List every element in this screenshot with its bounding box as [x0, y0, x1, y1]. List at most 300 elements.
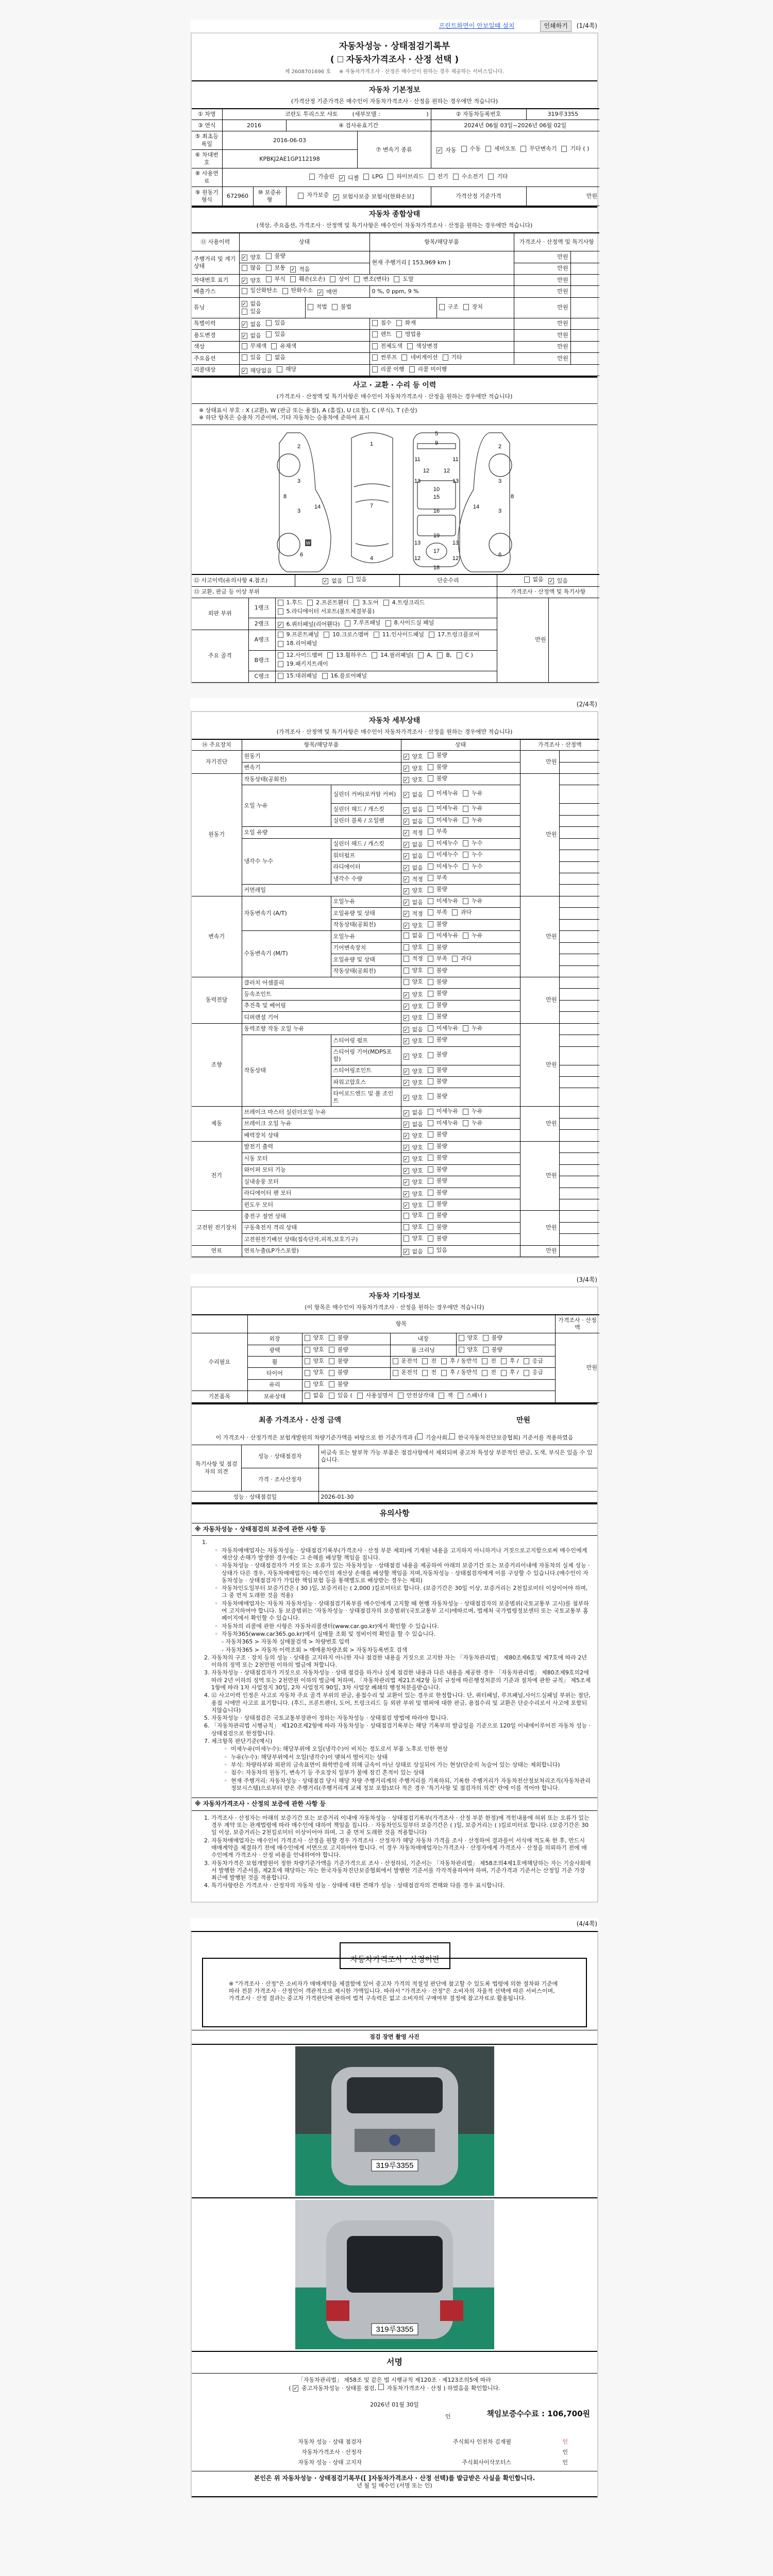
checkbox-option[interactable]: [354, 599, 379, 606]
checkbox-checked[interactable]: ✓: [404, 865, 409, 871]
checkbox-option[interactable]: [428, 1120, 459, 1127]
checkbox-option[interactable]: [404, 806, 423, 814]
checkbox[interactable]: [242, 288, 247, 294]
checkbox[interactable]: [428, 1037, 433, 1043]
checkbox[interactable]: [277, 366, 282, 372]
checkbox-option[interactable]: [242, 367, 273, 375]
checkbox[interactable]: [428, 1052, 433, 1058]
checkbox-checked[interactable]: ✓: [404, 1168, 409, 1174]
checkbox[interactable]: [482, 1358, 488, 1364]
checkbox[interactable]: [418, 652, 424, 658]
checkbox-option[interactable]: [404, 1121, 423, 1128]
checkbox[interactable]: [385, 620, 391, 626]
checkbox-option[interactable]: [404, 887, 423, 894]
checkbox-option[interactable]: [363, 173, 383, 180]
checkbox[interactable]: [463, 1109, 468, 1115]
checkbox[interactable]: [428, 764, 433, 770]
checkbox-checked[interactable]: ✓: [404, 1095, 409, 1101]
checkbox-checked[interactable]: ✓: [404, 923, 409, 929]
checkbox[interactable]: [428, 921, 433, 927]
checkbox-option[interactable]: [404, 1248, 423, 1256]
checkbox[interactable]: [404, 944, 409, 951]
checkbox-option[interactable]: [501, 1369, 519, 1376]
checkbox[interactable]: [347, 577, 353, 583]
checkbox-option[interactable]: [396, 331, 422, 338]
checkbox-checked[interactable]: ✓: [404, 1027, 409, 1033]
checkbox-option[interactable]: [242, 254, 261, 261]
checkbox-option[interactable]: [428, 1066, 447, 1074]
checkbox-option[interactable]: [327, 652, 367, 659]
checkbox[interactable]: [305, 1381, 310, 1387]
checkbox-option[interactable]: [345, 619, 381, 626]
checkbox-checked[interactable]: ✓: [437, 148, 442, 154]
checkbox-option[interactable]: [278, 660, 328, 668]
checkbox[interactable]: [266, 265, 272, 271]
checkbox[interactable]: [372, 652, 377, 658]
checkbox[interactable]: [372, 331, 378, 337]
checkbox-checked[interactable]: ✓: [404, 1145, 409, 1151]
checkbox-option[interactable]: [404, 876, 423, 883]
checkbox-option[interactable]: [305, 1358, 324, 1365]
checkbox-option[interactable]: [483, 1334, 502, 1342]
checkbox-option[interactable]: [428, 863, 459, 870]
checkbox-option[interactable]: [485, 145, 516, 152]
checkbox-option[interactable]: [388, 173, 424, 180]
checkbox-option[interactable]: [393, 1369, 418, 1376]
checkbox-option[interactable]: [278, 599, 303, 606]
checkbox-option[interactable]: [266, 354, 285, 361]
checkbox[interactable]: [524, 577, 530, 583]
checkbox-option[interactable]: [404, 1026, 423, 1033]
checkbox-option[interactable]: [453, 173, 484, 180]
checkbox-option[interactable]: [308, 303, 327, 311]
checkbox-option[interactable]: [461, 145, 481, 152]
checkbox-option[interactable]: [428, 921, 447, 928]
checkbox[interactable]: [266, 354, 272, 361]
checkbox[interactable]: [242, 265, 247, 271]
checkbox-option[interactable]: [463, 863, 482, 870]
checkbox-option[interactable]: [266, 252, 285, 260]
checkbox-option[interactable]: [524, 1358, 543, 1365]
checkbox-checked[interactable]: ✓: [404, 900, 409, 906]
checkbox-checked[interactable]: ✓: [404, 831, 409, 837]
checkbox-option[interactable]: [404, 1144, 423, 1151]
checkbox[interactable]: [305, 1358, 310, 1364]
checkbox-option[interactable]: [428, 840, 459, 847]
checkbox[interactable]: [409, 366, 415, 372]
checkbox-checked[interactable]: ✓: [404, 777, 409, 784]
checkbox-option[interactable]: [324, 631, 369, 638]
checkbox[interactable]: [428, 1131, 433, 1138]
checkbox[interactable]: [404, 933, 409, 939]
checkbox[interactable]: [372, 343, 378, 349]
checkbox-option[interactable]: [404, 932, 423, 939]
checkbox-option[interactable]: [428, 1093, 447, 1100]
checkbox-option[interactable]: [372, 652, 413, 659]
checkbox[interactable]: [428, 1247, 433, 1253]
checkbox-option[interactable]: [404, 753, 423, 760]
checkbox-option[interactable]: [463, 805, 482, 812]
checkbox-option[interactable]: [383, 599, 425, 606]
checkbox[interactable]: [278, 608, 283, 615]
checkbox-option[interactable]: [428, 1036, 447, 1043]
checkbox-checked[interactable]: ✓: [404, 792, 409, 799]
checkbox-option[interactable]: [242, 277, 261, 284]
checkbox-option[interactable]: [463, 1108, 482, 1115]
checkbox[interactable]: [242, 309, 247, 315]
checkbox[interactable]: [417, 1433, 423, 1439]
checkbox[interactable]: [298, 193, 304, 199]
checkbox[interactable]: [520, 146, 526, 152]
checkbox[interactable]: [428, 1067, 433, 1073]
checkbox-option[interactable]: [463, 1120, 482, 1127]
checkbox-option[interactable]: [404, 910, 423, 918]
checkbox-option[interactable]: [404, 944, 423, 951]
checkbox[interactable]: [305, 1393, 310, 1399]
checkbox-checked[interactable]: ✓: [404, 1069, 409, 1075]
checkbox-option[interactable]: [323, 578, 342, 585]
checkbox[interactable]: [242, 354, 247, 361]
checkbox[interactable]: [501, 1358, 507, 1364]
checkbox-option[interactable]: [290, 266, 310, 273]
checkbox-option[interactable]: [404, 1167, 423, 1175]
checkbox-option[interactable]: [322, 672, 367, 680]
checkbox-option[interactable]: [561, 145, 589, 152]
checkbox-option[interactable]: [428, 1131, 447, 1138]
inspection-checkbox-checked[interactable]: ✓: [293, 2386, 298, 2392]
checkbox-option[interactable]: [278, 631, 320, 638]
checkbox-option[interactable]: [428, 897, 459, 905]
checkbox-option[interactable]: [463, 840, 482, 847]
checkbox-option[interactable]: [404, 1068, 423, 1075]
checkbox-option[interactable]: [278, 672, 317, 680]
checkbox-option[interactable]: [385, 619, 434, 626]
checkbox[interactable]: [330, 276, 335, 282]
checkbox-option[interactable]: [329, 1381, 348, 1388]
checkbox-option[interactable]: [372, 366, 405, 373]
checkbox-option[interactable]: [404, 1212, 423, 1219]
checkbox[interactable]: [407, 343, 413, 349]
checkbox-option[interactable]: [242, 287, 278, 294]
checkbox[interactable]: [422, 1358, 428, 1364]
checkbox-checked[interactable]: ✓: [404, 877, 409, 883]
checkbox-checked[interactable]: ✓: [404, 1133, 409, 1140]
checkbox[interactable]: [278, 652, 283, 658]
checkbox-checked[interactable]: ✓: [340, 176, 344, 182]
checkbox-option[interactable]: [458, 1392, 487, 1399]
checkbox[interactable]: [428, 1178, 433, 1184]
checkbox[interactable]: [561, 146, 567, 152]
checkbox[interactable]: [463, 304, 469, 310]
checkbox[interactable]: [266, 276, 272, 282]
checkbox[interactable]: [524, 1370, 529, 1376]
checkbox-checked[interactable]: ✓: [404, 1015, 409, 1022]
checkbox[interactable]: [428, 991, 433, 997]
checkbox[interactable]: [428, 1155, 433, 1161]
checkbox-option[interactable]: [463, 851, 482, 858]
checkbox-option[interactable]: [482, 1369, 496, 1376]
checkbox-option[interactable]: [404, 1053, 423, 1060]
checkbox-option[interactable]: [339, 175, 359, 182]
checkbox-option[interactable]: [428, 1143, 447, 1150]
checkbox[interactable]: [458, 1393, 463, 1399]
checkbox-option[interactable]: [428, 874, 447, 882]
checkbox-option[interactable]: [242, 321, 261, 328]
checkbox[interactable]: [428, 933, 433, 939]
checkbox[interactable]: [457, 652, 462, 658]
checkbox-option[interactable]: [372, 343, 403, 350]
checkbox[interactable]: [324, 632, 329, 638]
checkbox[interactable]: [441, 1358, 447, 1364]
checkbox[interactable]: [354, 600, 359, 606]
checkbox[interactable]: [322, 673, 328, 679]
checkbox-option[interactable]: [242, 308, 303, 315]
checkbox-option[interactable]: [428, 1235, 447, 1242]
checkbox[interactable]: [428, 828, 433, 835]
checkbox-option[interactable]: [520, 145, 557, 152]
checkbox[interactable]: [428, 956, 433, 962]
checkbox-option[interactable]: [404, 899, 423, 906]
checkbox-checked[interactable]: ✓: [404, 1054, 409, 1060]
checkbox[interactable]: [404, 968, 409, 974]
checkbox-option[interactable]: [266, 276, 285, 283]
print-button[interactable]: 인쇄하기: [540, 21, 571, 32]
checkbox-option[interactable]: [488, 173, 508, 180]
checkbox[interactable]: [428, 752, 433, 758]
checkbox[interactable]: [329, 1370, 334, 1376]
checkbox[interactable]: [485, 146, 491, 152]
checkbox-option[interactable]: [428, 1200, 447, 1208]
checkbox-option[interactable]: [305, 1381, 324, 1388]
checkbox[interactable]: [463, 1025, 468, 1031]
checkbox[interactable]: [428, 1143, 433, 1149]
checkbox-checked[interactable]: ✓: [404, 842, 409, 848]
checkbox[interactable]: [428, 1190, 433, 1196]
checkbox[interactable]: [452, 956, 458, 962]
checkbox[interactable]: [463, 898, 468, 904]
checkbox-option[interactable]: [347, 576, 367, 583]
checkbox-option[interactable]: [452, 909, 472, 916]
checkbox[interactable]: [428, 817, 433, 823]
checkbox-checked[interactable]: ✓: [318, 290, 323, 296]
checkbox-checked[interactable]: ✓: [404, 854, 409, 860]
checkbox[interactable]: [428, 1235, 433, 1242]
checkbox[interactable]: [404, 1213, 409, 1219]
checkbox[interactable]: [453, 174, 459, 180]
checkbox-option[interactable]: [266, 319, 285, 327]
checkbox-checked[interactable]: ✓: [404, 1039, 409, 1045]
checkbox[interactable]: [305, 1347, 310, 1353]
checkbox[interactable]: [428, 968, 433, 974]
checkbox[interactable]: [428, 944, 433, 951]
checkbox[interactable]: [396, 320, 402, 326]
checkbox[interactable]: [441, 1370, 447, 1376]
checkbox-option[interactable]: [401, 354, 438, 361]
checkbox[interactable]: [278, 673, 283, 679]
checkbox-option[interactable]: [428, 828, 447, 835]
checkbox-option[interactable]: [396, 319, 416, 327]
checkbox[interactable]: [372, 320, 378, 326]
checkbox-option[interactable]: [404, 1038, 423, 1045]
checkbox-option[interactable]: [422, 1358, 436, 1365]
checkbox-option[interactable]: [282, 287, 313, 294]
checkbox-checked[interactable]: ✓: [404, 754, 409, 760]
checkbox-option[interactable]: [524, 576, 544, 583]
checkbox[interactable]: [463, 863, 468, 870]
checkbox-option[interactable]: [309, 173, 334, 180]
checkbox[interactable]: [428, 1078, 433, 1084]
checkbox[interactable]: [372, 354, 378, 361]
checkbox[interactable]: [524, 1358, 529, 1364]
checkbox[interactable]: [439, 304, 445, 310]
checkbox-option[interactable]: [428, 990, 447, 997]
checkbox-checked[interactable]: ✓: [278, 622, 283, 628]
checkbox[interactable]: [383, 600, 389, 606]
checkbox-checked[interactable]: ✓: [404, 1203, 409, 1209]
checkbox[interactable]: [393, 1358, 398, 1364]
checkbox[interactable]: [428, 806, 433, 812]
checkbox-option[interactable]: [329, 1358, 348, 1365]
checkbox-option[interactable]: [463, 817, 482, 824]
checkbox-option[interactable]: [428, 1002, 447, 1009]
checkbox[interactable]: [308, 304, 313, 310]
checkbox-option[interactable]: [278, 652, 323, 659]
checkbox-option[interactable]: [357, 1392, 393, 1399]
checkbox-option[interactable]: [330, 276, 349, 283]
checkbox[interactable]: [428, 775, 433, 782]
checkbox-option[interactable]: [429, 631, 479, 638]
checkbox[interactable]: [266, 253, 272, 259]
checkbox[interactable]: [428, 898, 433, 904]
checkbox-option[interactable]: [333, 193, 414, 200]
checkbox-option[interactable]: [317, 289, 337, 296]
checkbox-option[interactable]: [441, 1369, 477, 1376]
checkbox[interactable]: [463, 790, 468, 796]
checkbox-option[interactable]: [277, 366, 296, 373]
checkbox-checked[interactable]: ✓: [404, 888, 409, 894]
checkbox-option[interactable]: [428, 909, 447, 916]
checkbox[interactable]: [278, 641, 283, 647]
checkbox-option[interactable]: [332, 303, 351, 311]
checkbox-option[interactable]: [436, 147, 456, 154]
checkbox-option[interactable]: [452, 955, 472, 962]
checkbox-option[interactable]: [443, 354, 462, 361]
checkbox-option[interactable]: [428, 775, 447, 782]
checkbox-option[interactable]: [428, 817, 459, 824]
print-help-link[interactable]: 프린트화면이 안보일때 설치: [439, 22, 515, 29]
checkbox[interactable]: [278, 600, 283, 606]
checkbox-checked[interactable]: ✓: [242, 255, 247, 261]
checkbox-checked[interactable]: ✓: [404, 1157, 409, 1163]
checkbox[interactable]: [483, 1335, 489, 1341]
checkbox-option[interactable]: [428, 805, 459, 812]
checkbox[interactable]: [428, 1213, 433, 1219]
checkbox[interactable]: [463, 852, 468, 858]
checkbox[interactable]: [282, 288, 288, 294]
checkbox[interactable]: [428, 1013, 433, 1020]
checkbox-option[interactable]: [372, 319, 392, 327]
checkbox[interactable]: [428, 852, 433, 858]
checkbox[interactable]: [428, 1093, 433, 1099]
price-checkbox[interactable]: [378, 2384, 384, 2390]
checkbox-checked[interactable]: ✓: [242, 333, 247, 340]
checkbox[interactable]: [329, 1358, 334, 1364]
checkbox[interactable]: [428, 909, 433, 916]
checkbox-option[interactable]: [422, 1369, 436, 1376]
checkbox-option[interactable]: [501, 1358, 519, 1365]
checkbox-option[interactable]: [394, 276, 413, 283]
checkbox[interactable]: [388, 174, 393, 180]
checkbox-option[interactable]: [428, 764, 447, 771]
checkbox-option[interactable]: [404, 991, 423, 998]
checkbox-option[interactable]: [305, 1392, 324, 1399]
checkbox-option[interactable]: [439, 1392, 453, 1399]
checkbox[interactable]: [428, 1025, 433, 1031]
price-service-checkbox[interactable]: [338, 56, 343, 62]
checkbox[interactable]: [404, 1224, 409, 1230]
checkbox-option[interactable]: [428, 1177, 447, 1184]
checkbox-option[interactable]: [404, 1202, 423, 1209]
checkbox-option[interactable]: [404, 967, 423, 974]
checkbox-option[interactable]: [404, 1109, 423, 1116]
checkbox-option[interactable]: [242, 300, 303, 308]
checkbox-option[interactable]: [298, 192, 329, 199]
checkbox-option[interactable]: [404, 791, 423, 799]
checkbox[interactable]: [461, 146, 467, 152]
checkbox[interactable]: [393, 1370, 398, 1376]
checkbox-checked[interactable]: ✓: [404, 1249, 409, 1255]
checkbox[interactable]: [266, 320, 272, 326]
checkbox-option[interactable]: [404, 1156, 423, 1163]
checkbox-option[interactable]: [409, 366, 447, 373]
checkbox-option[interactable]: [428, 944, 447, 951]
checkbox[interactable]: [428, 1120, 433, 1126]
checkbox[interactable]: [404, 956, 409, 962]
checkbox-option[interactable]: [404, 829, 423, 837]
checkbox-option[interactable]: [404, 922, 423, 929]
checkbox-option[interactable]: [266, 331, 285, 338]
checkbox[interactable]: [428, 863, 433, 870]
checkbox[interactable]: [271, 343, 277, 349]
checkbox[interactable]: [266, 331, 272, 337]
checkbox[interactable]: [329, 1381, 334, 1387]
checkbox-option[interactable]: [372, 331, 392, 338]
checkbox-option[interactable]: [393, 1358, 418, 1365]
checkbox-option[interactable]: [404, 1132, 423, 1140]
checkbox[interactable]: [459, 1335, 464, 1341]
checkbox-checked[interactable]: ✓: [404, 1080, 409, 1087]
checkbox[interactable]: [329, 1393, 334, 1399]
checkbox[interactable]: [404, 979, 409, 985]
checkbox-option[interactable]: [463, 932, 482, 939]
checkbox-option[interactable]: [428, 1078, 447, 1085]
checkbox[interactable]: [398, 1393, 404, 1399]
checkbox-option[interactable]: [404, 1191, 423, 1198]
checkbox-option[interactable]: [354, 276, 389, 283]
checkbox[interactable]: [428, 840, 433, 846]
checkbox-option[interactable]: [441, 1358, 477, 1365]
checkbox-option[interactable]: [329, 1346, 348, 1353]
checkbox[interactable]: [428, 1201, 433, 1207]
checkbox[interactable]: [428, 1002, 433, 1008]
checkbox[interactable]: [443, 354, 448, 361]
checkbox-option[interactable]: [329, 1392, 352, 1399]
checkbox-option[interactable]: [548, 578, 568, 585]
checkbox[interactable]: [278, 632, 283, 638]
checkbox-option[interactable]: [374, 631, 424, 638]
checkbox-option[interactable]: [428, 955, 447, 962]
checkbox-option[interactable]: [278, 621, 340, 628]
